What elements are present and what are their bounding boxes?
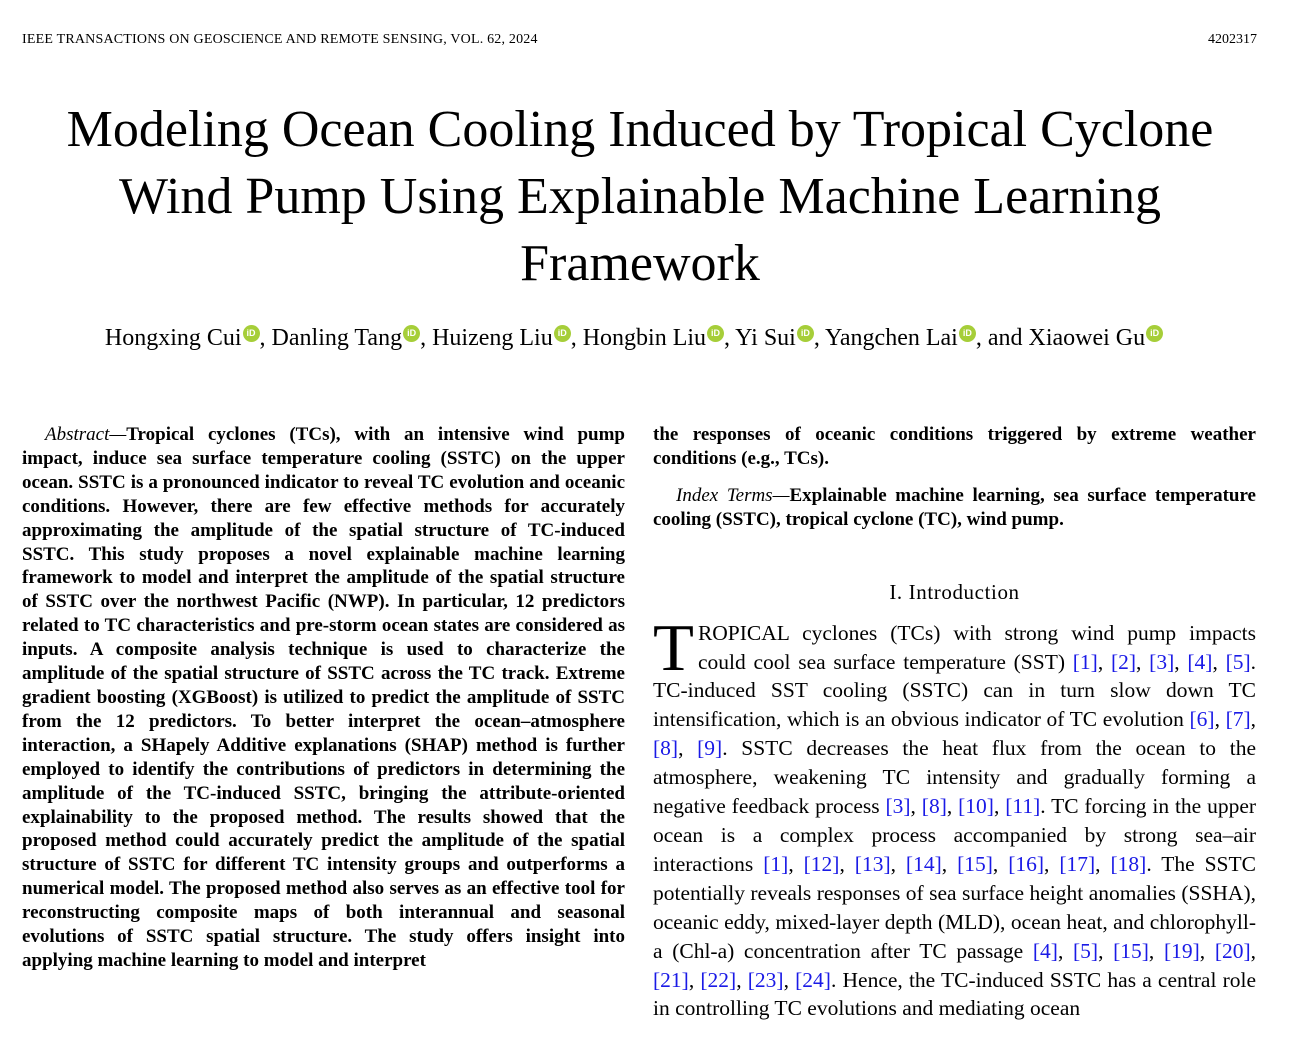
abstract xyxy=(22,423,625,973)
citation-link[interactable]: [5] xyxy=(1072,938,1099,963)
citation-link[interactable]: [4] xyxy=(1187,649,1213,674)
citation-link[interactable]: [24] xyxy=(795,967,831,992)
citation-link[interactable]: [3] xyxy=(885,794,911,819)
index-terms xyxy=(653,484,1256,532)
citation-link[interactable]: [15] xyxy=(957,851,993,876)
author-separator: , xyxy=(259,325,272,351)
citation-link[interactable]: [8] xyxy=(653,736,679,761)
citation-link[interactable]: [1] xyxy=(763,851,789,876)
author-name: Xiaowei Gu xyxy=(1028,325,1146,351)
citation-link[interactable]: [13] xyxy=(854,851,891,876)
orcid-icon[interactable]: iD xyxy=(1146,325,1163,342)
intro-paragraph: TROPICAL cyclones (TCs) with strong wind pump impacts could cool sea surface temperature (SST) [1], [2], [3], [4], [5]. TC-induced SST cooling (SSTC) can in turn slow down TC intensification, which is an obvious indicator of TC evolution [6], [7], [8], [9]. SSTC decreases the heat flux from the ocean to the atmosphere, weakening TC intensity and gradually forming a negative feedback process [3], [8], [10], [11]. TC forcing in the upper ocean is a complex process accompanied by strong sea–air interactions [1], [12], [13], [14], [15], [16], [17], [18]. The SSTC potentially reveals responses of sea surface height anomalies (SSHA), oceanic eddy, mixed-layer depth (MLD), ocean heat, and chlorophyll-a (Chl-a) concentration after TC passage [4], [5], [15], [19], [20], [21], [22], [23], [24]. Hence, the TC-induced SSTC has a central role in controlling TC evolutions and mediating ocean xyxy=(653,610,1257,1021)
abstract-text: Tropical cyclones (TCs), with an intensive wind pump impact, induce sea surface temperature cooling (SSTC) on the upper ocean. SSTC is a pronounced indicator to reveal TC evolution and oceanic conditions. However, there are few effective methods for accurately approximating the amplitude of the spatial structure of TC-induced SSTC. This study proposes a novel explainable machine learning framework to model and interpret the amplitude of the spatial structure of SSTC over the northwest Pacific (NWP). In particular, 12 predictors related to TC characteristics and pre-storm ocean states are considered as inputs. A composite analysis technique is used to characterize the amplitude of the spatial structure of SSTC across the TC track. Extreme gradient boosting (XGBoost) is utilized to predict the amplitude of SSTC from the 12 predictors. To better interpret the ocean–atmosphere interaction, a SHapely Additive explanations (SHAP) method is further employed to identify the contributions of predictors in determining the amplitude of the TC-induced SSTC, bringing the attribute-oriented explainability to the proposed method. The results showed that the proposed method could accurately predict the amplitude of the spatial structure of SSTC for different TC intensity groups and outperforms a numerical model. The proposed method also serves as an effective tool for reconstructing composite maps of both interannual and seasonal evolutions of SSTC spatial structure. The study offers insight into applying machine learning to model and interpret xyxy=(22,424,625,971)
author-separator: , xyxy=(570,325,583,351)
citation-link[interactable]: [15] xyxy=(1113,938,1149,963)
paper-title: Modeling Ocean Cooling Induced by Tropical Cyclone Wind Pump Using Explainable Machine Learning Framework xyxy=(66,101,1214,292)
author-name: Huizeng Liu xyxy=(432,325,553,351)
citation-link[interactable]: [20] xyxy=(1214,938,1251,963)
citation-link[interactable]: [9] xyxy=(697,736,723,761)
citation-link[interactable]: [1] xyxy=(1072,649,1098,674)
orcid-icon[interactable]: iD xyxy=(707,325,724,342)
index-terms-label: Index Terms— xyxy=(676,484,790,506)
citation-link[interactable]: [21] xyxy=(653,967,689,992)
citation-link[interactable]: [22] xyxy=(700,967,737,992)
citation-link[interactable]: [17] xyxy=(1059,851,1096,876)
citation-link[interactable]: [6] xyxy=(1189,707,1215,732)
orcid-icon[interactable]: iD xyxy=(554,325,571,342)
citation-link[interactable]: [3] xyxy=(1149,649,1175,674)
citation-link[interactable]: [10] xyxy=(958,794,994,819)
author-separator: , xyxy=(724,325,736,351)
abstract-continued: the responses of oceanic conditions triggered by extreme weather conditions (e.g., TCs). xyxy=(653,424,1256,469)
citation-link[interactable]: [4] xyxy=(1032,938,1058,963)
orcid-icon[interactable]: iD xyxy=(959,325,976,342)
author-name: Hongxing Cui xyxy=(104,325,242,351)
orcid-icon[interactable]: iD xyxy=(243,325,260,342)
abstract-label: Abstract— xyxy=(45,424,127,445)
page-number: 4202317 xyxy=(1208,32,1257,47)
author-separator: , xyxy=(813,325,825,351)
citation-link[interactable]: [18] xyxy=(1110,851,1147,876)
citation-link[interactable]: [14] xyxy=(905,851,942,876)
orcid-icon[interactable]: iD xyxy=(403,325,420,342)
author-separator: , xyxy=(420,325,433,351)
citation-link[interactable]: [11] xyxy=(1005,794,1041,819)
orcid-icon[interactable]: iD xyxy=(797,325,814,342)
section-heading: I. Introduction xyxy=(889,579,1020,604)
citation-link[interactable]: [7] xyxy=(1225,707,1251,732)
index-terms-text: Explainable machine learning, sea surface temperature cooling (SSTC), tropical cyclone (TC), wind pump. xyxy=(653,484,1256,530)
left-column xyxy=(22,423,625,973)
author-name: Hongbin Liu xyxy=(582,325,707,351)
citation-link[interactable]: [16] xyxy=(1008,851,1045,876)
author-name: Yi Sui xyxy=(735,325,796,351)
citation-link[interactable]: [8] xyxy=(921,794,947,819)
author-list xyxy=(0,325,1268,352)
running-head: IEEE TRANSACTIONS ON GEOSCIENCE AND REMOTE SENSING, VOL. 62, 2024 xyxy=(22,32,538,47)
citation-link[interactable]: [23] xyxy=(747,967,784,992)
citation-link[interactable]: [19] xyxy=(1163,938,1200,963)
citation-link[interactable]: [12] xyxy=(803,851,840,876)
drop-cap: T xyxy=(653,610,694,685)
citation-link[interactable]: [5] xyxy=(1225,649,1251,674)
author-name: Danling Tang xyxy=(271,325,403,351)
author-separator: , and xyxy=(975,325,1029,351)
citation-link[interactable]: [2] xyxy=(1110,649,1137,674)
author-name: Yangchen Lai xyxy=(824,325,958,351)
right-column xyxy=(653,423,1256,1023)
